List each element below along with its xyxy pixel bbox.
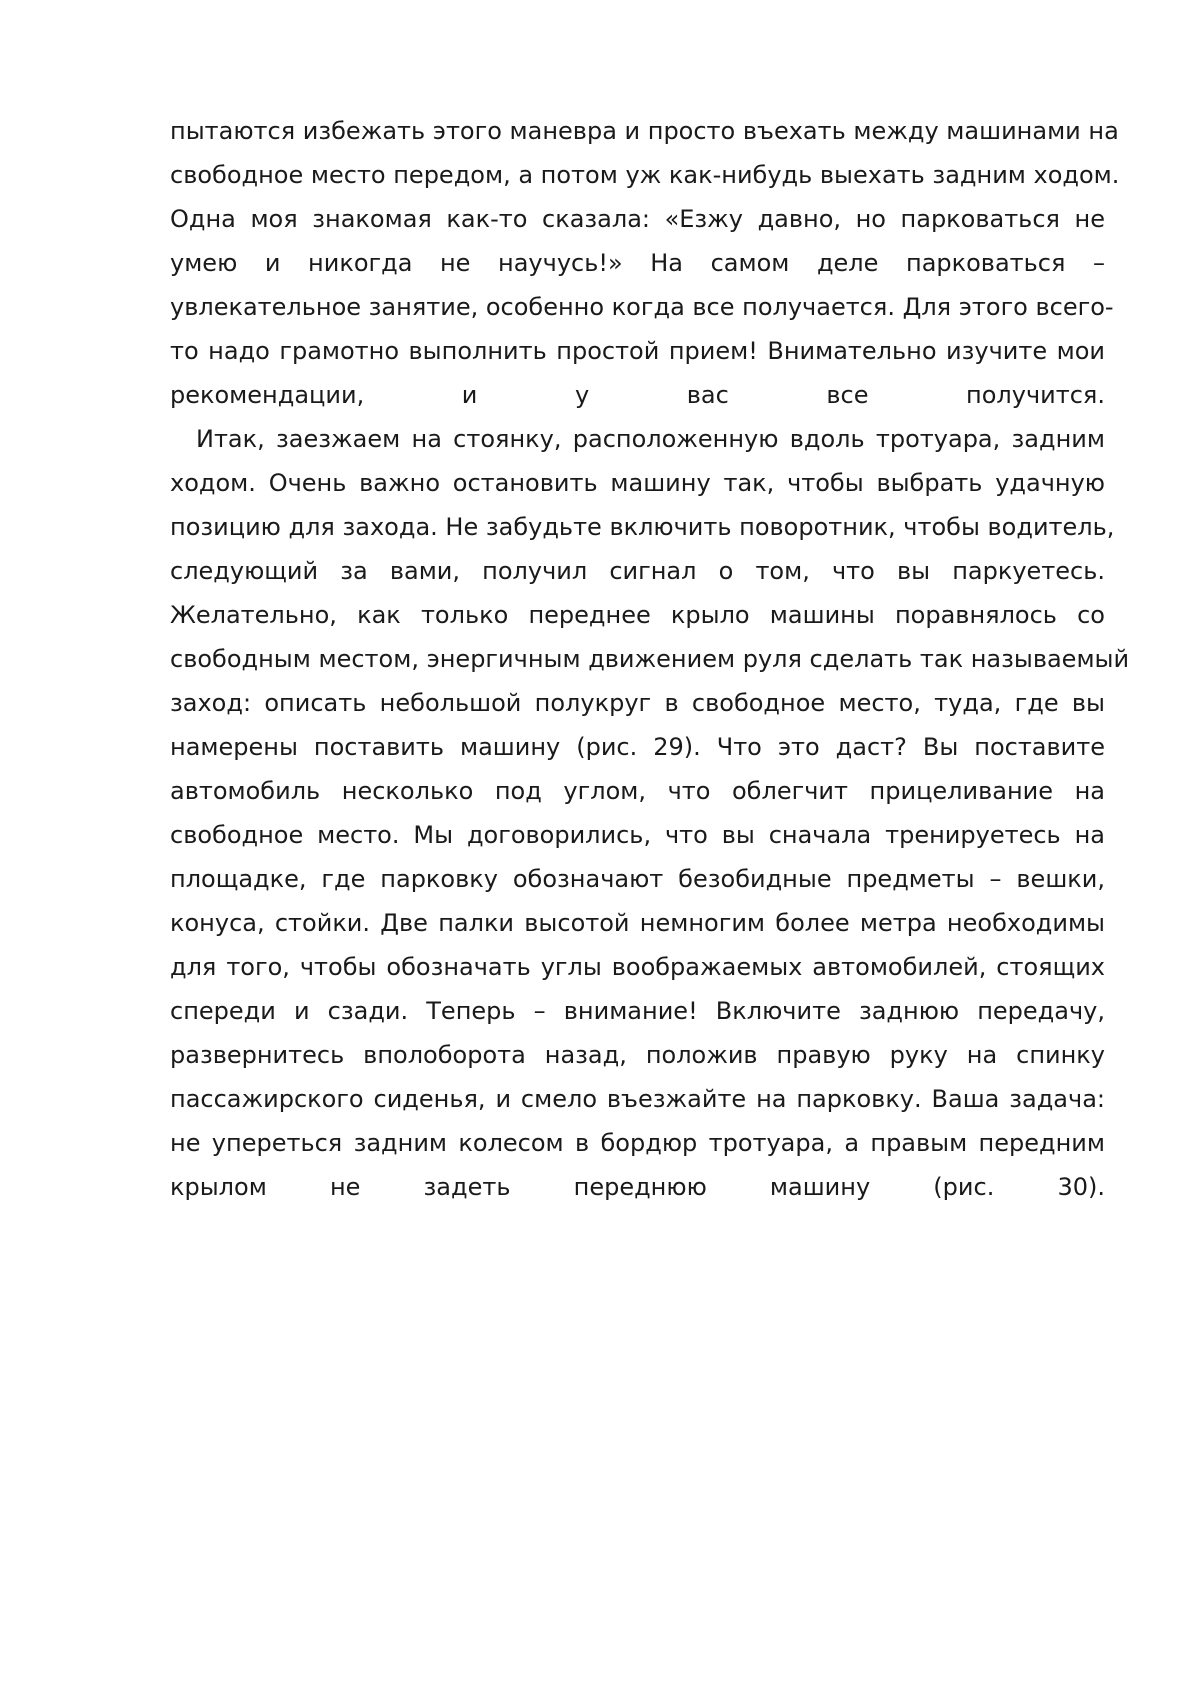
- text-line: намерены поставить машину (рис. 29). Что это даст? Вы поставите: [170, 733, 1105, 761]
- text-line: умею и никогда не научусь!» На самом деле парковаться –: [170, 249, 1105, 277]
- text-line: увлекательное занятие, особенно когда все получается. Для этого всего-: [170, 293, 1114, 321]
- text-line: заход: описать небольшой полукруг в свободное место, туда, где вы: [170, 689, 1105, 717]
- text-line: Желательно, как только переднее крыло машины поравнялось со: [170, 601, 1105, 629]
- text-line: спереди и сзади. Теперь – внимание! Включите заднюю передачу,: [170, 997, 1105, 1025]
- text-line: площадке, где парковку обозначают безобидные предметы – вешки,: [170, 865, 1105, 893]
- text-line: свободное место. Мы договорились, что вы сначала тренируетесь на: [170, 821, 1105, 849]
- text-line: для того, чтобы обозначать углы воображаемых автомобилей, стоящих: [170, 953, 1105, 981]
- text-line: не упереться задним колесом в бордюр тротуара, а правым передним: [170, 1129, 1105, 1157]
- text-line: рекомендации, и у вас все получится.: [170, 381, 1105, 409]
- text-line: пытаются избежать этого маневра и просто въехать между машинами на: [170, 117, 1119, 145]
- body-text: [170, 109, 1130, 1209]
- text-line: следующий за вами, получил сигнал о том, что вы паркуетесь.: [170, 557, 1105, 585]
- text-line: крылом не задеть переднюю машину (рис. 30).: [170, 1173, 1105, 1201]
- text-line: ходом. Очень важно остановить машину так, чтобы выбрать удачную: [170, 469, 1105, 497]
- text-line: конуса, стойки. Две палки высотой немногим более метра необходимы: [170, 909, 1105, 937]
- text-line-paragraph-start: Итак, заезжаем на стоянку, расположенную вдоль тротуара, задним: [196, 425, 1105, 453]
- text-line: пассажирского сиденья, и смело въезжайте на парковку. Ваша задача:: [170, 1085, 1105, 1113]
- text-line: позицию для захода. Не забудьте включить поворотник, чтобы водитель,: [170, 513, 1115, 541]
- text-line: свободное место передом, а потом уж как-нибудь выехать задним ходом.: [170, 161, 1120, 189]
- text-line: то надо грамотно выполнить простой прием! Внимательно изучите мои: [170, 337, 1105, 365]
- text-line: развернитесь вполоборота назад, положив правую руку на спинку: [170, 1041, 1105, 1069]
- text-line: автомобиль несколько под углом, что облегчит прицеливание на: [170, 777, 1105, 805]
- text-line: Одна моя знакомая как-то сказала: «Езжу давно, но парковаться не: [170, 205, 1105, 233]
- text-line: свободным местом, энергичным движением руля сделать так называемый: [170, 645, 1130, 673]
